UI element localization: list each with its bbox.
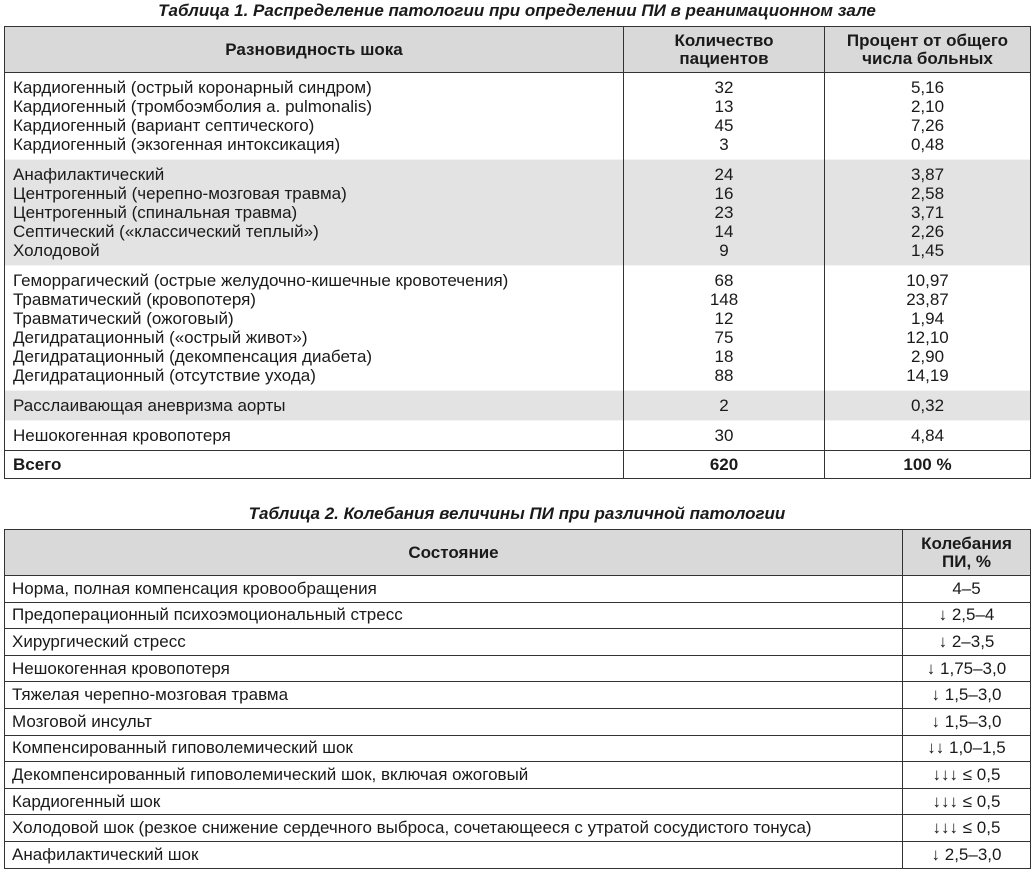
shock-type-line: Кардиогенный (экзогенная интоксикация) — [13, 135, 341, 154]
pi-range-cell: ↓↓↓ ≤ 0,5 — [903, 815, 1031, 842]
percent-cell — [825, 391, 1031, 421]
percent-line: 1,94 — [910, 309, 945, 328]
shock-type-line: Травматический (ожоговый) — [13, 309, 234, 328]
pi-range-cell: ↓ 1,5–3,0 — [903, 682, 1031, 709]
patient-count-line: 13 — [714, 97, 734, 116]
patient-count-line: 88 — [714, 366, 734, 385]
percent-line: 2,26 — [910, 222, 945, 241]
shock-type-line: Анафилактический — [13, 165, 165, 184]
table2-caption: Таблица 2. Колебания величины ПИ при различной патологии — [248, 504, 786, 523]
patient-count-line: 18 — [714, 347, 734, 366]
shock-type-line: Кардиогенный (тромбоэмболия a. pulmonalis) — [13, 97, 372, 116]
percent-cell — [825, 421, 1031, 451]
table2-row — [5, 576, 1031, 603]
patient-count-line: 9 — [719, 241, 729, 260]
shock-type-line: Геморрагический (острые желудочно-кишечные кровотечения) — [13, 271, 509, 290]
condition-cell: Норма, полная компенсация кровообращения — [5, 576, 903, 603]
pi-range-cell: ↓↓ 1,0–1,5 — [903, 735, 1031, 762]
table2-row — [5, 762, 1031, 789]
condition-cell: Мозговой инсульт — [5, 708, 903, 735]
table1-group — [5, 73, 1031, 160]
pi-range-cell: ↓ 1,75–3,0 — [903, 655, 1031, 682]
patient-count-line: 12 — [714, 309, 734, 328]
condition-cell: Холодовой шок (резкое снижение сердечного выброса, сочетающееся с утратой сосудистого тонуса) — [5, 815, 903, 842]
percent-line: 23,87 — [906, 290, 949, 309]
shock-type-cell — [5, 73, 624, 160]
patient-count-line: 45 — [714, 116, 734, 135]
percent-cell — [825, 266, 1031, 391]
shock-type-line: Кардиогенный (вариант септического) — [13, 116, 315, 135]
patient-count-cell — [624, 160, 825, 266]
pi-range-cell: 4–5 — [903, 576, 1031, 603]
patient-count-line: 16 — [714, 184, 734, 203]
pi-range-cell: ↓ 2,5–4 — [903, 602, 1031, 629]
patient-count-line: 75 — [714, 328, 734, 347]
patient-count-cell — [624, 73, 825, 160]
shock-type-line: Центрогенный (спинальная травма) — [13, 203, 298, 222]
percent-line: 2,90 — [910, 347, 945, 366]
condition-cell: Нешокогенная кровопотеря — [5, 655, 903, 682]
shock-type-line: Кардиогенный (острый коронарный синдром) — [13, 78, 372, 97]
total-patients: 620 — [624, 451, 825, 479]
table1-header-patients: Количество пациентов — [624, 27, 825, 73]
condition-cell: Декомпенсированный гиповолемический шок, включая ожоговый — [5, 762, 903, 789]
shock-type-cell — [5, 421, 624, 451]
patient-count-line: 23 — [714, 203, 734, 222]
shock-type-line: Травматический (кровопотеря) — [13, 290, 256, 309]
percent-cell — [825, 73, 1031, 160]
percent-line: 2,10 — [910, 97, 945, 116]
table2-row — [5, 841, 1031, 868]
condition-cell: Хирургический стресс — [5, 629, 903, 656]
table2-row — [5, 602, 1031, 629]
patient-count-line: 24 — [714, 165, 734, 184]
percent-line: 4,84 — [910, 426, 945, 445]
table2-row — [5, 735, 1031, 762]
table1-caption: Таблица 1. Распределение патологии при определении ПИ в реанимационном зале — [158, 1, 876, 20]
percent-line: 3,87 — [910, 165, 945, 184]
shock-type-line: Центрогенный (черепно-мозговая травма) — [13, 184, 347, 203]
shock-type-cell — [5, 266, 624, 391]
shock-type-line: Дегидратационный (декомпенсация диабета) — [13, 347, 373, 366]
pi-range-cell: ↓ 2,5–3,0 — [903, 841, 1031, 868]
table2-row — [5, 815, 1031, 842]
percent-line: 3,71 — [910, 203, 945, 222]
table1-group — [5, 391, 1031, 421]
table1-total-row — [5, 451, 1031, 479]
shock-type-line: Дегидратационный (отсутствие ухода) — [13, 366, 316, 385]
patient-count-line: 2 — [719, 396, 729, 415]
patient-count-line: 148 — [709, 290, 739, 309]
percent-cell — [825, 160, 1031, 266]
patient-count-cell — [624, 266, 825, 391]
patient-count-line: 32 — [714, 78, 734, 97]
pi-range-cell: ↓ 2–3,5 — [903, 629, 1031, 656]
percent-line: 7,26 — [910, 116, 945, 135]
pi-range-cell: ↓↓↓ ≤ 0,5 — [903, 762, 1031, 789]
shock-type-line: Септический («классический теплый») — [13, 222, 319, 241]
table1-shock-distribution — [4, 26, 1031, 479]
table1-group — [5, 266, 1031, 391]
total-percent: 100 % — [825, 451, 1031, 479]
table1-header-shock-type: Разновидность шока — [5, 27, 624, 73]
patient-count-line: 30 — [714, 426, 734, 445]
pi-range-cell: ↓↓↓ ≤ 0,5 — [903, 788, 1031, 815]
shock-type-line: Дегидратационный («острый живот») — [13, 328, 308, 347]
shock-type-cell — [5, 391, 624, 421]
table2-row — [5, 655, 1031, 682]
percent-line: 2,58 — [910, 184, 945, 203]
percent-line: 0,48 — [910, 135, 945, 154]
table2-row — [5, 708, 1031, 735]
total-label: Всего — [5, 451, 624, 479]
shock-type-line: Расслаивающая аневризма аорты — [13, 396, 286, 415]
percent-line: 10,97 — [906, 271, 949, 290]
condition-cell: Кардиогенный шок — [5, 788, 903, 815]
percent-line: 0,32 — [910, 396, 945, 415]
table1-group — [5, 160, 1031, 266]
patient-count-line: 3 — [719, 135, 729, 154]
shock-type-cell — [5, 160, 624, 266]
table2-row — [5, 629, 1031, 656]
condition-cell: Анафилактический шок — [5, 841, 903, 868]
table2-row — [5, 682, 1031, 709]
percent-line: 12,10 — [906, 328, 949, 347]
table2-pi-variation — [4, 529, 1031, 869]
percent-line: 14,19 — [906, 366, 949, 385]
patient-count-line: 68 — [714, 271, 734, 290]
pi-range-cell: ↓ 1,5–3,0 — [903, 708, 1031, 735]
shock-type-line: Нешокогенная кровопотеря — [13, 426, 231, 445]
percent-line: 5,16 — [910, 78, 945, 97]
table2-header-pi: Колебания ПИ, % — [903, 530, 1031, 576]
condition-cell: Тяжелая черепно-мозговая травма — [5, 682, 903, 709]
table1-group — [5, 421, 1031, 451]
patient-count-line: 14 — [714, 222, 734, 241]
patient-count-cell — [624, 421, 825, 451]
percent-line: 1,45 — [910, 241, 945, 260]
condition-cell: Предоперационный психоэмоциональный стресс — [5, 602, 903, 629]
condition-cell: Компенсированный гиповолемический шок — [5, 735, 903, 762]
table2-row — [5, 788, 1031, 815]
table2-header-condition: Состояние — [5, 530, 903, 576]
table1-header-percent: Процент от общего числа больных — [825, 27, 1031, 73]
patient-count-cell — [624, 391, 825, 421]
shock-type-line: Холодовой — [13, 241, 100, 260]
